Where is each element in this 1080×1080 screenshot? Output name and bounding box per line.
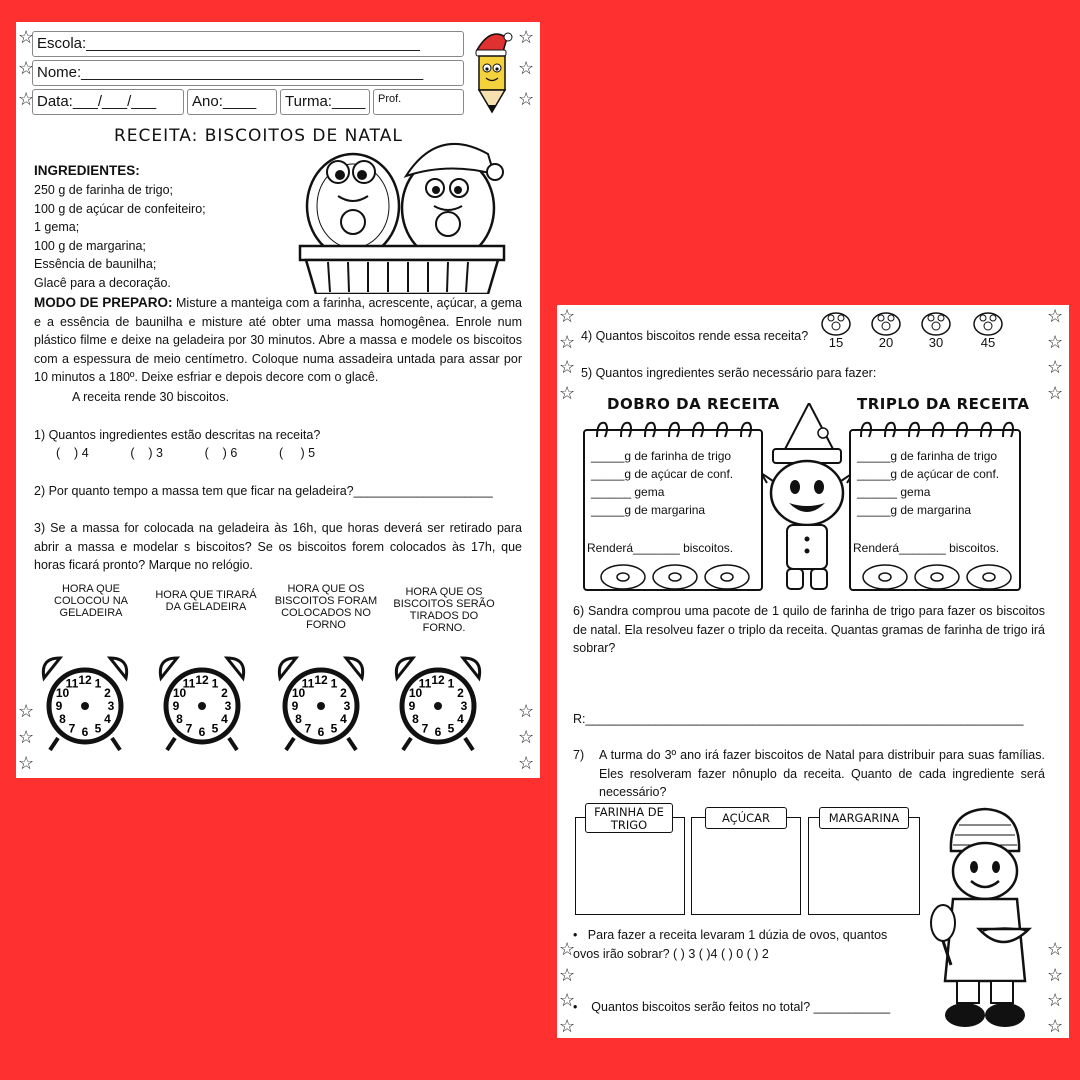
- cookie-option-45[interactable]: [972, 310, 1004, 350]
- clock-number: 7: [304, 721, 312, 736]
- cookie-jar-illustration: [298, 134, 508, 294]
- question-1-options[interactable]: ( ) 4 ( ) 3 ( ) 6 ( ) 5: [56, 446, 316, 460]
- donut-row-icon: [859, 559, 1015, 589]
- clock-label-1: HORA QUE COLOCOU NA GELADEIRA: [54, 583, 128, 619]
- clock-number: 9: [408, 699, 416, 713]
- recipe-title: RECEITA: BISCOITOS DE NATAL: [114, 126, 403, 146]
- question-5: 5) Quantos ingredientes serão necessário para fazer:: [581, 366, 877, 380]
- clock-number: 12: [78, 673, 92, 687]
- card-line-flour[interactable]: _____g de farinha de trigo: [857, 449, 998, 463]
- ingredient-list: [34, 181, 206, 292]
- pencil-mascot-icon: [471, 28, 515, 116]
- card-yield-line[interactable]: Renderá_______ biscoitos.: [587, 541, 734, 555]
- clock-number: 6: [198, 725, 206, 739]
- elf-character-illustration: [763, 403, 851, 593]
- clock-number: 4: [221, 712, 228, 726]
- clock-label-3: HORA QUE OS BISCOITOS FORAM COLOCADOS NO FORNO: [274, 583, 378, 631]
- clock-label-2: HORA QUE TIRARÁ DA GELADEIRA: [155, 589, 257, 613]
- bullet-total: [573, 998, 890, 1017]
- year-field[interactable]: Ano:____: [187, 89, 277, 115]
- clock-number: 12: [431, 673, 445, 687]
- question-7: A turma do 3º ano irá fazer biscoitos de Natal para distribuir para suas famílias. Eles resolveram fazer nônuplo da receita. Quanto de cada ingrediente será necessário?: [599, 748, 1045, 799]
- method-text: Misture a manteiga com a farinha, acrescente, açúcar, a gema e a essência de baunilha e misture até obter uma massa homogênea. Enrole num plástico filme e deixe na geladeira por 30 minutos. Abre a massa e modele os biscoitos com a espessura de meio centímetro. Coloque numa assadeira untada para assar por 10 minutos a 180º. Deixe esfriar e depois decore com o glacê.: [34, 296, 523, 384]
- baker-boy-illustration: [929, 805, 1041, 1031]
- sugar-box-label: AÇÚCAR: [705, 807, 787, 829]
- spiral-binding-icon: [589, 417, 759, 441]
- cookie-option-label: 45: [980, 335, 996, 350]
- clock-number: 8: [59, 712, 66, 726]
- clock-number: 9: [172, 699, 180, 713]
- method-heading: MODO DE PREPARO:: [34, 295, 173, 310]
- star-border-right-top: ☆ ☆ ☆ ☆: [1047, 306, 1064, 403]
- alarm-clock-icon: [36, 652, 134, 752]
- worksheet-page-1: [16, 22, 540, 778]
- clock-number: 6: [317, 725, 325, 739]
- clock-number: 9: [55, 699, 63, 713]
- question-4: 4) Quantos biscoitos rende essa receita?: [581, 329, 809, 343]
- clock-number: 2: [457, 686, 464, 700]
- star-border-left-top: ☆ ☆ ☆: [18, 27, 35, 109]
- card-line-sugar[interactable]: _____g de açúcar de conf.: [857, 467, 1000, 481]
- triple-recipe-title: TRIPLO DA RECEITA: [857, 395, 1030, 413]
- question-6: 6) Sandra comprou uma pacote de 1 quilo de farinha de trigo para fazer os biscoitos de natal. Ela resolveu fazer o triplo da receita. Quantas gramas de farinha de trigo irá sobrar?: [573, 604, 1045, 655]
- clock-number: 11: [301, 676, 315, 691]
- flour-box-label: FARINHA DE TRIGO: [585, 803, 673, 833]
- question-1: 1) Quantos ingredientes estão descritas na receita?: [34, 428, 321, 442]
- clock-number: 6: [81, 725, 89, 739]
- card-yield-line[interactable]: Renderá_______ biscoitos.: [853, 541, 1000, 555]
- clock-number: 5: [211, 721, 219, 736]
- cookie-option-label: 15: [828, 335, 844, 350]
- card-line-flour[interactable]: _____g de farinha de trigo: [591, 449, 732, 463]
- worksheet-page-2: [557, 305, 1069, 1038]
- alarm-clock-icon: [153, 652, 251, 752]
- clock-number: 4: [457, 712, 464, 726]
- bullet-eggs: [573, 926, 913, 963]
- ingredient-item: 1 gema;: [34, 220, 80, 234]
- method-paragraph: [34, 294, 522, 387]
- name-field[interactable]: Nome:_________________________________________: [32, 60, 464, 86]
- clock-number: 5: [330, 721, 338, 736]
- double-recipe-card: [583, 429, 763, 591]
- clock-number: 8: [176, 712, 183, 726]
- alarm-clock-4[interactable]: [389, 652, 487, 752]
- clock-number: 11: [65, 676, 79, 691]
- alarm-clock-icon: [272, 652, 370, 752]
- alarm-clock-icon: [389, 652, 487, 752]
- cookie-option-20[interactable]: [870, 310, 902, 350]
- ingredient-item: 250 g de farinha de trigo;: [34, 183, 173, 197]
- star-border-right-top: ☆ ☆ ☆: [518, 27, 535, 109]
- margarine-answer-box[interactable]: [808, 817, 920, 915]
- bullet-icon: •: [573, 928, 588, 942]
- alarm-clock-1[interactable]: [36, 652, 134, 752]
- clock-number: 2: [221, 686, 228, 700]
- clock-number: 1: [330, 676, 338, 691]
- clock-number: 4: [104, 712, 111, 726]
- ingredient-item: Essência de baunilha;: [34, 257, 157, 271]
- star-border-right-bottom: ☆ ☆ ☆: [518, 701, 535, 773]
- cookie-option-30[interactable]: [920, 310, 952, 350]
- card-line-yolk[interactable]: ______ gema: [857, 485, 931, 499]
- recipe-yield: A receita rende 30 biscoitos.: [72, 390, 230, 404]
- triple-recipe-card: [849, 429, 1021, 591]
- class-field[interactable]: Turma:____: [280, 89, 370, 115]
- star-border-right-bottom: ☆ ☆ ☆ ☆: [1047, 939, 1064, 1036]
- question-2[interactable]: 2) Por quanto tempo a massa tem que ficar na geladeira?____________________: [34, 484, 493, 498]
- clock-number: 4: [340, 712, 347, 726]
- clock-number: 11: [418, 676, 432, 691]
- card-line-margarine[interactable]: _____g de margarina: [591, 503, 706, 517]
- clock-number: 9: [291, 699, 299, 713]
- clock-number: 10: [408, 686, 423, 700]
- card-line-margarine[interactable]: _____g de margarina: [857, 503, 972, 517]
- clock-number: 1: [447, 676, 455, 691]
- card-line-yolk[interactable]: ______ gema: [591, 485, 665, 499]
- school-field[interactable]: Escola:________________________________________: [32, 31, 464, 57]
- clock-label-4: HORA QUE OS BISCOITOS SERÃO TIRADOS DO FORNO.: [393, 586, 495, 634]
- clock-number: 3: [224, 699, 232, 713]
- card-line-sugar[interactable]: _____g de açúcar de conf.: [591, 467, 734, 481]
- sugar-answer-box[interactable]: [691, 817, 801, 915]
- clock-number: 8: [295, 712, 302, 726]
- clock-number: 6: [434, 725, 442, 739]
- bullet-icon: •: [573, 1000, 592, 1014]
- clock-number: 2: [104, 686, 111, 700]
- clock-number: 1: [211, 676, 219, 691]
- question-3: 3) Se a massa for colocada na geladeira às 16h, que horas deverá ser retirado para abrir a massa e modelar s biscoitos? Se os biscoitos forem colocados às 17h, que horas ficará pronto? Marque no relógio.: [34, 521, 522, 572]
- alarm-clock-2[interactable]: [153, 652, 251, 752]
- spiral-binding-icon: [853, 417, 1019, 441]
- donut-row-icon: [597, 559, 753, 589]
- clock-number: 7: [185, 721, 193, 736]
- clock-number: 12: [314, 673, 328, 687]
- clock-number: 5: [447, 721, 455, 736]
- date-field[interactable]: Data:___/___/___: [32, 89, 184, 115]
- clock-number: 5: [94, 721, 102, 736]
- clock-number: 11: [182, 676, 196, 691]
- star-border-left-bottom: ☆ ☆ ☆ ☆: [559, 939, 576, 1036]
- ingredient-item: 100 g de açúcar de confeiteiro;: [34, 201, 206, 216]
- clock-number: 7: [421, 721, 429, 736]
- clock-number: 3: [343, 699, 351, 713]
- cookie-option-15[interactable]: [820, 310, 852, 350]
- star-border-left-bottom: ☆ ☆ ☆: [18, 701, 35, 773]
- clock-number: 1: [94, 676, 102, 691]
- clock-number: 10: [55, 686, 70, 700]
- ingredient-item: 100 g de margarina;: [34, 238, 146, 253]
- cookie-option-label: 20: [878, 335, 894, 350]
- clock-number: 10: [291, 686, 306, 700]
- cookie-option-label: 30: [928, 335, 944, 350]
- ingredients-heading: INGREDIENTES:: [34, 163, 140, 178]
- clock-number: 10: [172, 686, 187, 700]
- bullet-eggs-text[interactable]: Para fazer a receita levaram 1 dúzia de ovos, quantos ovos irão sobrar? ( ) 3 ( )4 ( ) 0 ( ) 2: [573, 928, 888, 961]
- clock-number: 3: [107, 699, 115, 713]
- teacher-field[interactable]: Prof.: [373, 89, 464, 115]
- double-recipe-title: DOBRO DA RECEITA: [607, 395, 780, 413]
- margarine-box-label: MARGARINA: [819, 807, 909, 829]
- clock-number: 3: [460, 699, 468, 713]
- ingredient-item: Glacê para a decoração.: [34, 275, 171, 290]
- clock-number: 8: [412, 712, 419, 726]
- clock-number: 7: [68, 721, 76, 736]
- bullet-total-text[interactable]: Quantos biscoitos serão feitos no total? ___________: [591, 1000, 891, 1014]
- star-border-left-top: ☆ ☆ ☆ ☆: [559, 306, 576, 403]
- alarm-clock-3[interactable]: [272, 652, 370, 752]
- answer-line[interactable]: R:_______________________________________________________________: [573, 712, 1024, 726]
- clock-number: 12: [195, 673, 209, 687]
- clock-number: 2: [340, 686, 347, 700]
- question-7-number: 7): [573, 748, 585, 762]
